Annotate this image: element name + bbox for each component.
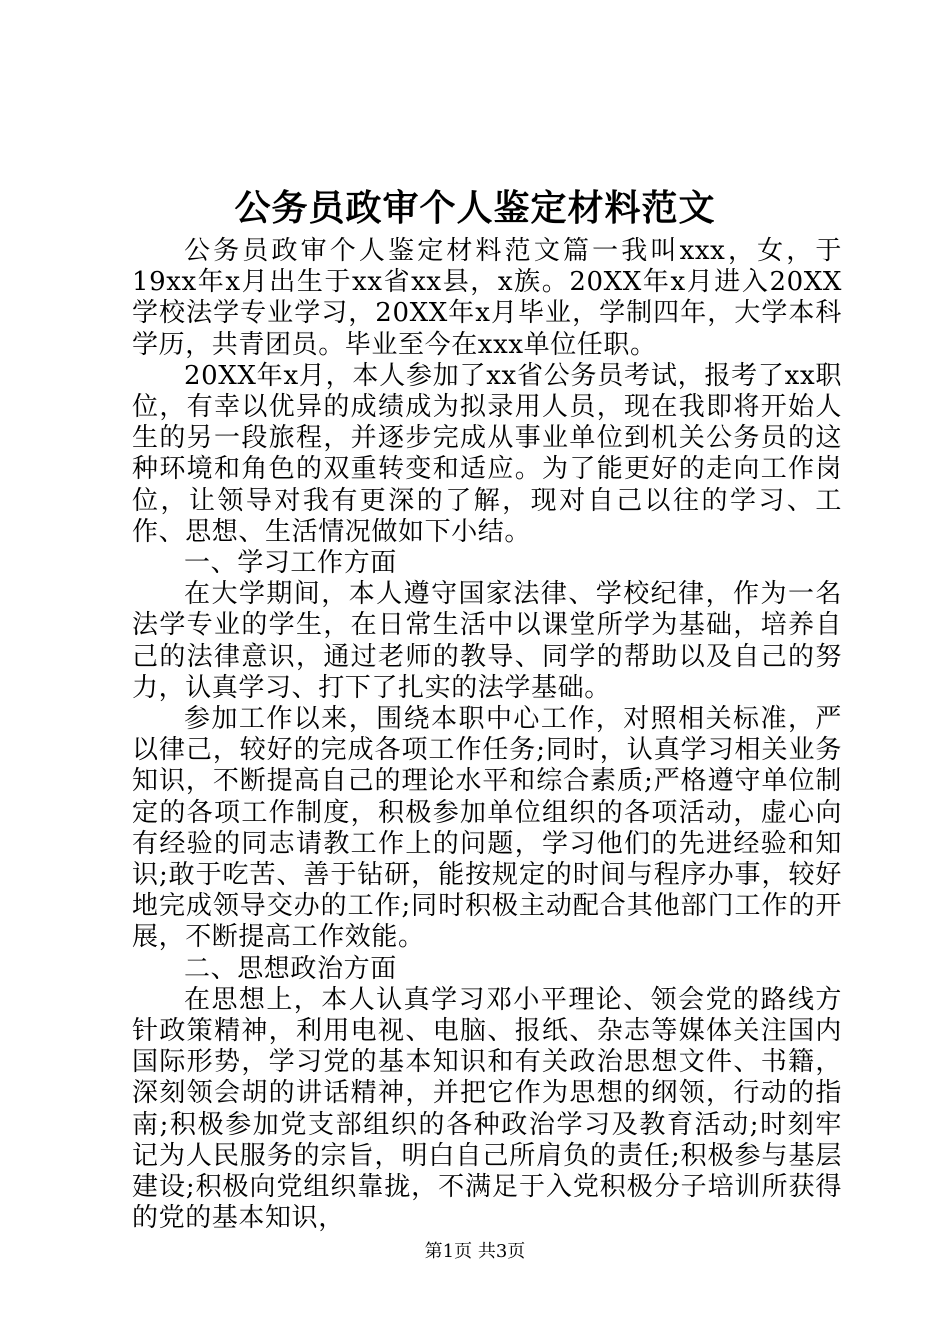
- document-body: [132, 236, 842, 1235]
- paragraph-intro: 公务员政审个人鉴定材料范文篇一我叫xxx，女，于19xx年x月出生于xx省xx县，x族。20XX年x月进入20XX学校法学专业学习，20XX年x月毕业，学制四年，大学本科学历，共青团员。毕业至今在xxx单位任职。: [132, 236, 842, 360]
- paragraph-university: 在大学期间，本人遵守国家法律、学校纪律，作为一名法学专业的学生，在日常生活中以课堂所学为基础，培养自己的法律意识，通过老师的教导、同学的帮助以及自己的努力，认真学习、打下了扎实的法学基础。: [132, 579, 842, 703]
- paragraph-work: 参加工作以来，围绕本职中心工作，对照相关标准，严以律己，较好的完成各项工作任务;同时，认真学习相关业务知识，不断提高自己的理论水平和综合素质;严格遵守单位制定的各项工作制度，积极参加单位组织的各项活动，虚心向有经验的同志请教工作上的问题，学习他们的先进经验和知识;敢于吃苦、善于钻研，能按规定的时间与程序办事，较好地完成领导交办的工作;同时积极主动配合其他部门工作的开展，不断提高工作效能。: [132, 704, 842, 953]
- paragraph-exam: 20XX年x月，本人参加了xx省公务员考试，报考了xx职位，有幸以优异的成绩成为拟录用人员，现在我即将开始人生的另一段旅程，并逐步完成从事业单位到机关公务员的这种环境和角色的双重转变和适应。为了能更好的走向工作岗位，让领导对我有更深的了解，现对自己以往的学习、工作、思想、生活情况做如下小结。: [132, 360, 842, 547]
- page-number-footer: 第1页 共3页: [424, 1241, 526, 1262]
- document-title: 公务员政审个人鉴定材料范文: [234, 187, 716, 229]
- section-heading-political: 二、思想政治方面: [184, 953, 397, 984]
- section-heading-study-work: 一、学习工作方面: [184, 548, 397, 579]
- paragraph-ideology: 在思想上，本人认真学习邓小平理论、领会党的路线方针政策精神，利用电视、电脑、报纸、杂志等媒体关注国内国际形势，学习党的基本知识和有关政治思想文件、书籍，深刻领会胡的讲话精神，并把它作为思想的纲领，行动的指南;积极参加党支部组织的各种政治学习及教育活动;时刻牢记为人民服务的宗旨，明白自己所肩负的责任;积极参与基层建设;积极向党组织靠拢，不满足于入党积极分子培训所获得的党的基本知识，: [132, 984, 842, 1234]
